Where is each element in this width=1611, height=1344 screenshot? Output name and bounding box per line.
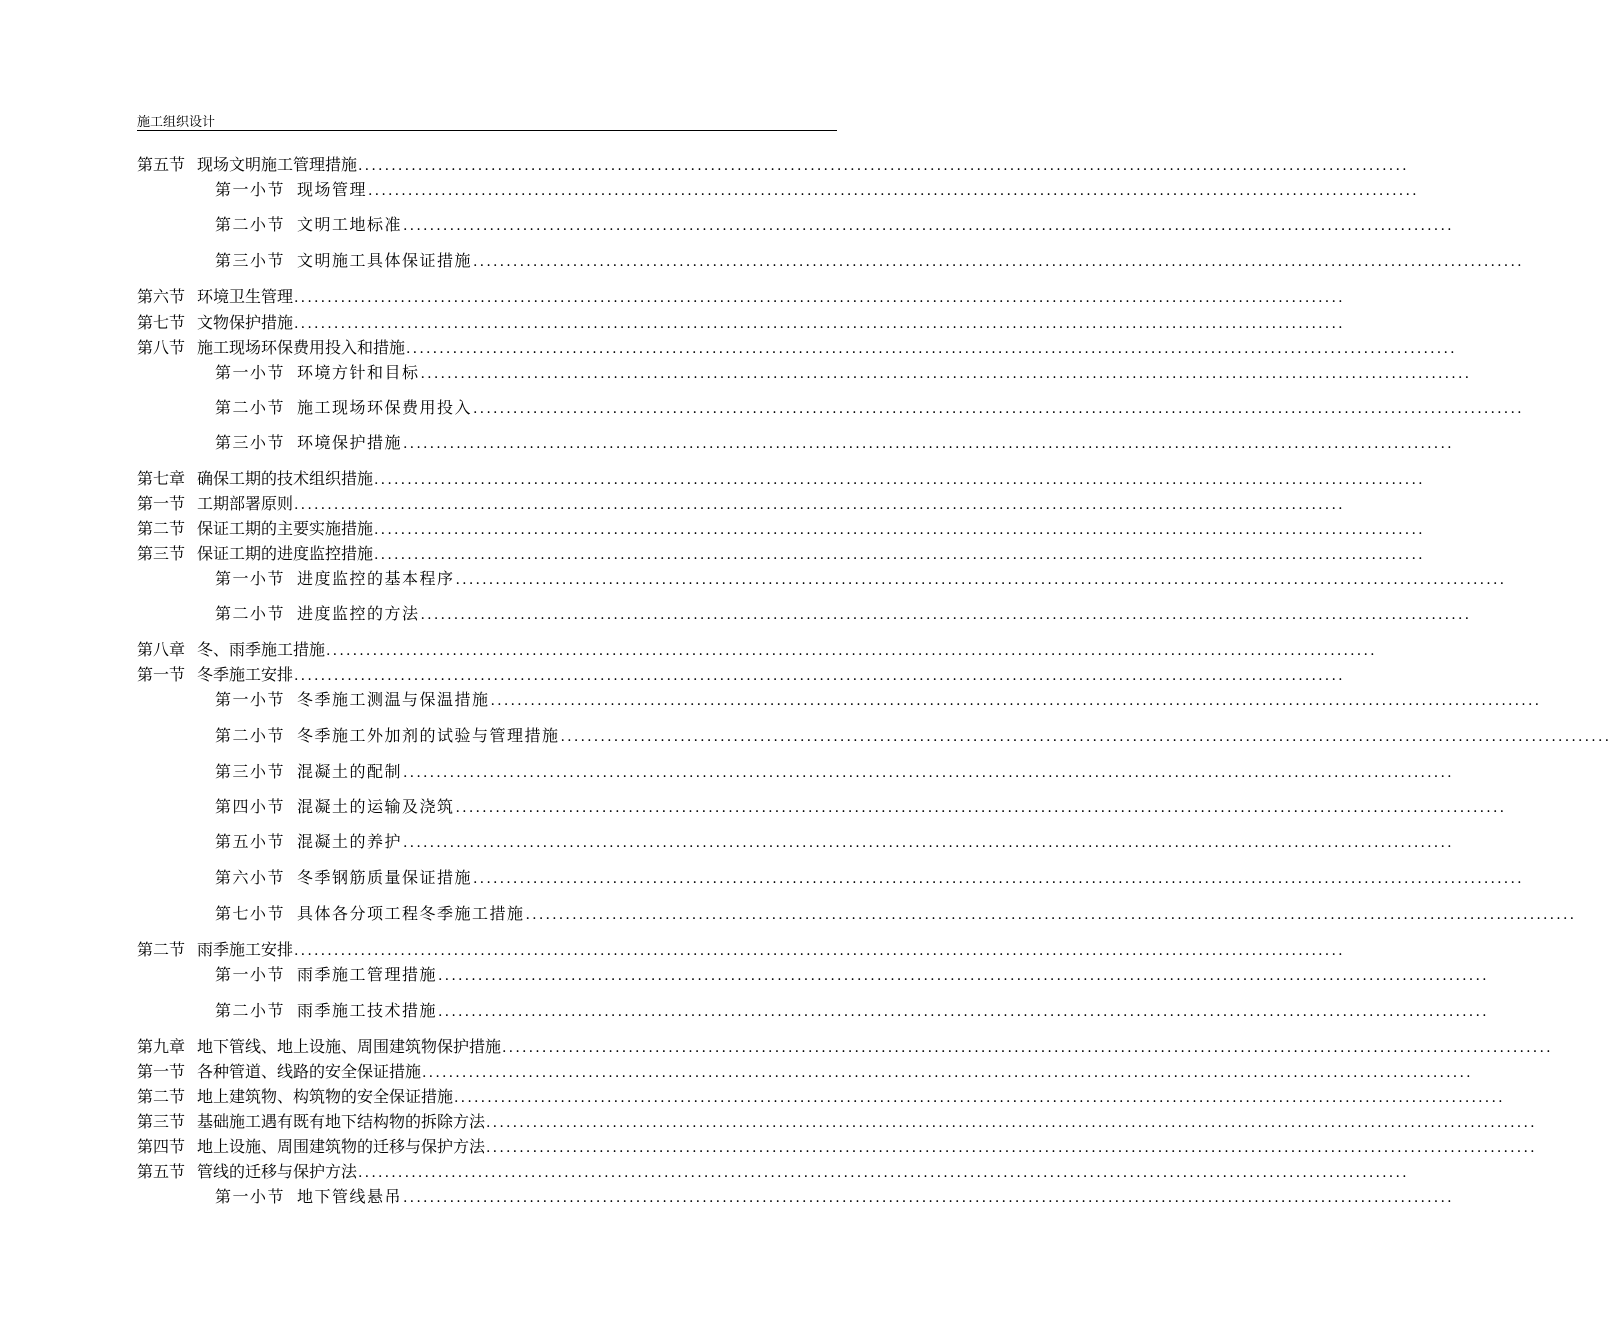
toc-entry-title: 冬、雨季施工措施 [197,640,326,659]
toc-entry-number: 第五节 [137,155,186,174]
toc-entry-title: 保证工期的主要实施措施 [197,519,374,538]
toc-dot-leader: .............................................................................................................................................................. [455,572,1507,588]
toc-entry-title: 现场管理 [297,180,368,199]
toc-entry-title: 施工现场环保费用投入 [297,398,473,417]
toc-entry-number: 第二节 [137,940,186,959]
toc-entry-number: 第三小节 [215,251,286,270]
toc-entry-title: 冬季施工安排 [197,665,294,684]
document-title: 施工组织设计 [137,115,216,130]
toc-subsection-entry[interactable] [215,363,1472,383]
toc-entry-number: 第二小节 [215,604,286,623]
toc-entry-title: 具体各分项工程冬季施工措施 [297,904,525,923]
toc-section-entry[interactable] [137,544,1425,564]
toc-dot-leader: .............................................................................................................................................................. [438,1004,1489,1020]
toc-subsection-entry[interactable] [215,604,1472,624]
toc-dot-leader: .............................................................................................................................................................. [403,1190,1454,1206]
toc-dot-leader: .............................................................................................................................................................. [358,1165,1409,1181]
toc-dot-leader: .............................................................................................................................................................. [486,1115,1537,1131]
toc-dot-leader: .............................................................................................................................................................. [358,158,1409,174]
toc-subsection-entry[interactable] [215,726,1611,746]
toc-entry-number: 第二小节 [215,1001,286,1020]
toc-section-entry[interactable] [137,155,1409,175]
toc-dot-leader: .............................................................................................................................................................. [438,968,1489,984]
toc-dot-leader: .............................................................................................................................................................. [294,497,1345,513]
toc-entry-title: 现场文明施工管理措施 [197,155,358,174]
toc-entry-number: 第二节 [137,519,186,538]
toc-dot-leader: .............................................................................................................................................................. [525,907,1577,923]
toc-subsection-entry[interactable] [215,690,1542,710]
toc-dot-leader: .............................................................................................................................................................. [473,871,1524,887]
toc-entry-number: 第四节 [137,1137,186,1156]
toc-section-entry[interactable] [137,665,1345,685]
toc-entry-number: 第八章 [137,640,186,659]
toc-dot-leader: .............................................................................................................................................................. [403,765,1454,781]
toc-subsection-entry[interactable] [215,1001,1489,1021]
toc-dot-leader: .............................................................................................................................................................. [374,522,1425,538]
toc-entry-title: 冬季钢筋质量保证措施 [297,868,473,887]
toc-entry-number: 第三小节 [215,433,286,452]
toc-subsection-entry[interactable] [215,762,1454,782]
toc-entry-number: 第一节 [137,1062,186,1081]
toc-dot-leader: .............................................................................................................................................................. [490,693,1542,709]
toc-subsection-entry[interactable] [215,398,1524,418]
toc-entry-number: 第二小节 [215,398,286,417]
toc-subsection-entry[interactable] [215,904,1577,924]
toc-entry-number: 第一小节 [215,569,286,588]
toc-entry-title: 管线的迁移与保护方法 [197,1162,358,1181]
toc-entry-title: 环境保护措施 [297,433,403,452]
toc-dot-leader: .............................................................................................................................................................. [368,183,1419,199]
toc-entry-number: 第二节 [137,1087,186,1106]
toc-entry-number: 第六节 [137,287,186,306]
toc-entry-number: 第七小节 [215,904,286,923]
toc-subsection-entry[interactable] [215,433,1454,453]
toc-entry-title: 进度监控的基本程序 [297,569,455,588]
toc-dot-leader: .............................................................................................................................................................. [420,366,1472,382]
toc-entry-number: 第九章 [137,1037,186,1056]
toc-dot-leader: .............................................................................................................................................................. [420,607,1472,623]
toc-subsection-entry[interactable] [215,832,1454,852]
toc-entry-title: 各种管道、线路的安全保证措施 [197,1062,422,1081]
toc-section-entry[interactable] [137,313,1345,333]
toc-section-entry[interactable] [137,287,1345,307]
toc-dot-leader: .............................................................................................................................................................. [294,316,1345,332]
toc-entry-number: 第三节 [137,1112,186,1131]
toc-entry-title: 雨季施工安排 [197,940,294,959]
toc-dot-leader: .............................................................................................................................................................. [374,472,1425,488]
toc-entry-title: 保证工期的进度监控措施 [197,544,374,563]
toc-entry-title: 混凝土的养护 [297,832,403,851]
toc-entry-number: 第一小节 [215,180,286,199]
toc-dot-leader: .............................................................................................................................................................. [455,800,1507,816]
toc-entry-number: 第一小节 [215,965,286,984]
toc-dot-leader: .............................................................................................................................................................. [374,547,1425,563]
toc-entry-number: 第一小节 [215,690,286,709]
toc-section-entry[interactable] [137,940,1345,960]
toc-section-entry[interactable] [137,1087,1505,1107]
toc-section-entry[interactable] [137,494,1345,514]
toc-section-entry[interactable] [137,1162,1409,1182]
toc-section-entry[interactable] [137,1037,1553,1057]
toc-entry-number: 第一小节 [215,363,286,382]
toc-entry-number: 第八节 [137,338,186,357]
toc-entry-title: 地下管线悬吊 [297,1187,403,1206]
toc-entry-number: 第一节 [137,665,186,684]
toc-dot-leader: .............................................................................................................................................................. [454,1090,1505,1106]
toc-entry-title: 混凝土的配制 [297,762,403,781]
toc-entry-title: 地下管线、地上设施、周围建筑物保护措施 [197,1037,502,1056]
toc-subsection-entry[interactable] [215,797,1507,817]
toc-section-entry[interactable] [137,1062,1473,1082]
toc-entry-title: 进度监控的方法 [297,604,420,623]
toc-entry-number: 第二小节 [215,215,286,234]
toc-subsection-entry[interactable] [215,965,1489,985]
toc-entry-title: 环境卫生管理 [197,287,294,306]
toc-dot-leader: .............................................................................................................................................................. [422,1065,1473,1081]
toc-dot-leader: .............................................................................................................................................................. [473,254,1524,270]
toc-subsection-entry[interactable] [215,251,1524,271]
toc-entry-title: 地上设施、周围建筑物的迁移与保护方法 [197,1137,486,1156]
toc-dot-leader: .............................................................................................................................................................. [502,1040,1553,1056]
toc-entry-title: 混凝土的运输及浇筑 [297,797,455,816]
toc-entry-number: 第七节 [137,313,186,332]
toc-entry-title: 雨季施工管理措施 [297,965,438,984]
toc-entry-number: 第三节 [137,544,186,563]
toc-entry-number: 第五节 [137,1162,186,1181]
toc-entry-number: 第二小节 [215,726,286,745]
toc-entry-title: 文明施工具体保证措施 [297,251,473,270]
toc-dot-leader: .............................................................................................................................................................. [560,729,1611,745]
toc-entry-title: 地上建筑物、构筑物的安全保证措施 [197,1087,454,1106]
toc-entry-number: 第三小节 [215,762,286,781]
toc-entry-title: 确保工期的技术组织措施 [197,469,374,488]
toc-section-entry[interactable] [137,338,1457,358]
toc-entry-number: 第五小节 [215,832,286,851]
toc-dot-leader: .............................................................................................................................................................. [403,218,1454,234]
toc-section-entry[interactable] [137,1112,1537,1132]
toc-dot-leader: .............................................................................................................................................................. [403,835,1454,851]
toc-entry-title: 文物保护措施 [197,313,294,332]
toc-entry-title: 工期部署原则 [197,494,294,513]
toc-subsection-entry[interactable] [215,215,1454,235]
toc-subsection-entry[interactable] [215,180,1419,200]
toc-dot-leader: .............................................................................................................................................................. [473,401,1524,417]
toc-entry-title: 冬季施工测温与保温措施 [297,690,490,709]
toc-dot-leader: .............................................................................................................................................................. [294,290,1345,306]
toc-dot-leader: .............................................................................................................................................................. [486,1140,1537,1156]
toc-dot-leader: .............................................................................................................................................................. [294,668,1345,684]
toc-entry-number: 第六小节 [215,868,286,887]
toc-entry-title: 文明工地标准 [297,215,403,234]
toc-section-entry[interactable] [137,469,1425,489]
toc-section-entry[interactable] [137,519,1425,539]
toc-dot-leader: .............................................................................................................................................................. [326,643,1377,659]
toc-subsection-entry[interactable] [215,1187,1454,1207]
toc-entry-title: 基础施工遇有既有地下结构物的拆除方法 [197,1112,486,1131]
toc-dot-leader: .............................................................................................................................................................. [403,436,1454,452]
toc-entry-number: 第七章 [137,469,186,488]
toc-entry-number: 第一节 [137,494,186,513]
toc-entry-title: 冬季施工外加剂的试验与管理措施 [297,726,560,745]
toc-dot-leader: .............................................................................................................................................................. [294,943,1345,959]
toc-section-entry[interactable] [137,1137,1537,1157]
toc-entry-number: 第一小节 [215,1187,286,1206]
toc-section-entry[interactable] [137,640,1377,660]
toc-subsection-entry[interactable] [215,569,1507,589]
toc-entry-title: 环境方针和目标 [297,363,420,382]
toc-entry-title: 雨季施工技术措施 [297,1001,438,1020]
toc-entry-number: 第四小节 [215,797,286,816]
toc-entry-title: 施工现场环保费用投入和措施 [197,338,406,357]
toc-subsection-entry[interactable] [215,868,1524,888]
toc-dot-leader: .............................................................................................................................................................. [406,341,1457,357]
